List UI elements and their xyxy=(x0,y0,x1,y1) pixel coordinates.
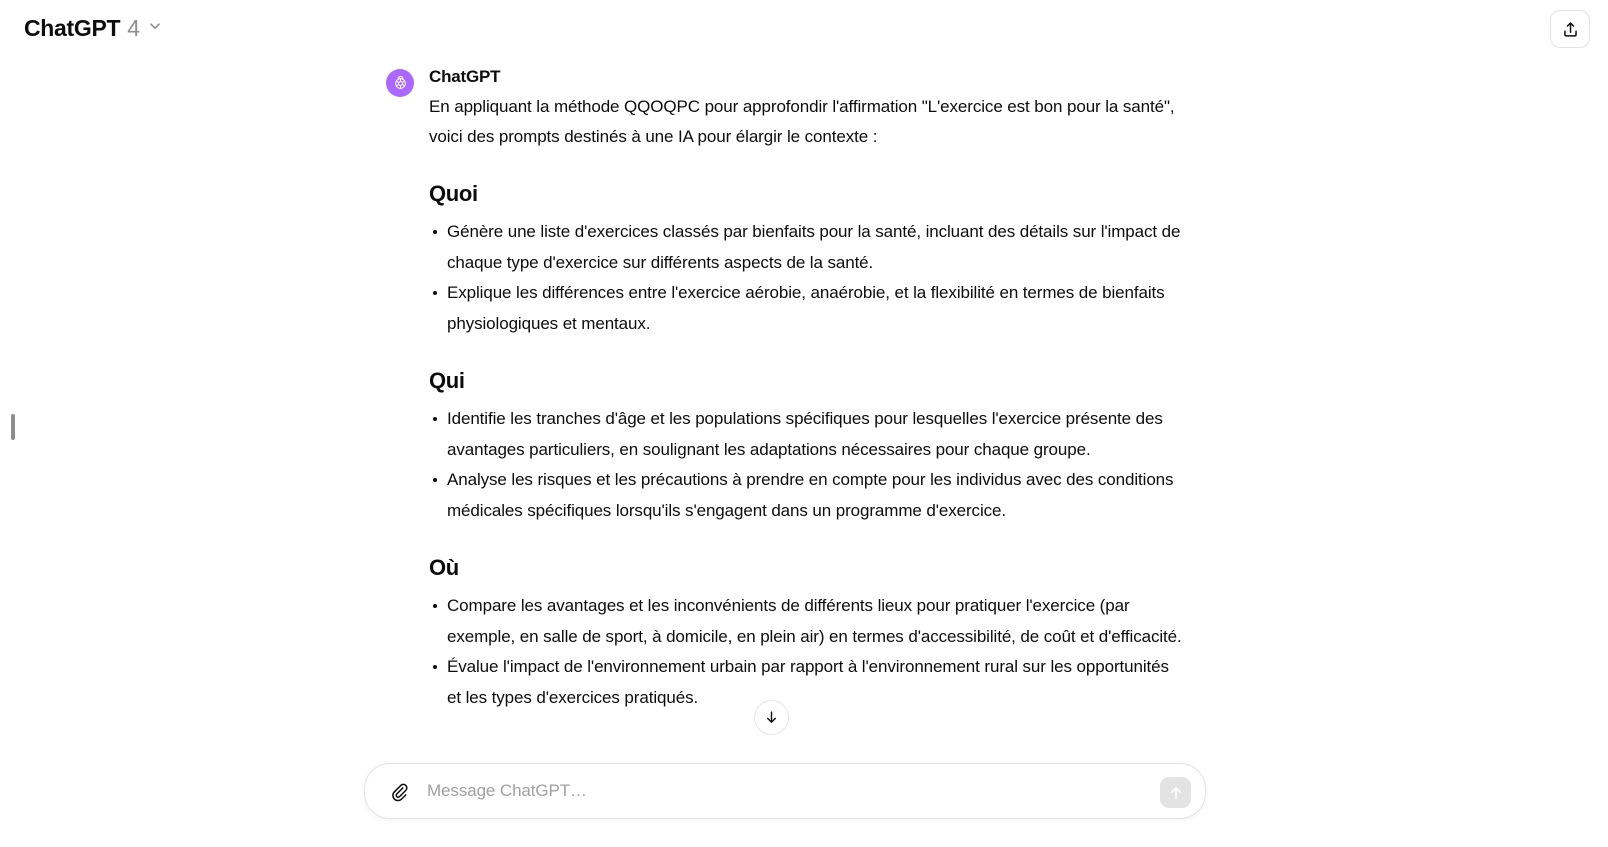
message-body xyxy=(429,65,1182,713)
arrow-down-icon xyxy=(763,709,780,726)
list-item: Explique les différences entre l'exercice aérobie, anaérobie, et la flexibilité en termes de bienfaits physiologiques et mentaux. xyxy=(429,278,1182,339)
list-item: Analyse les risques et les précautions à prendre en compte pour les individus avec des conditions médicales spécifiques lorsqu'ils s'engagent dans un programme d'exercice. xyxy=(429,465,1182,526)
section-title-qui: Qui xyxy=(429,368,465,393)
model-switcher-button[interactable] xyxy=(20,11,173,46)
list-item: Compare les avantages et les inconvénients de différents lieux pour pratiquer l'exercice (par exemple, en salle de sport, à domicile, en plein air) en termes d'accessibilité, de coût et d'efficacité. xyxy=(429,591,1182,652)
assistant-message xyxy=(386,57,1182,713)
conversation-thread[interactable] xyxy=(0,57,1608,757)
composer[interactable] xyxy=(364,763,1206,819)
section-title-quoi: Quoi xyxy=(429,181,478,206)
scroll-to-bottom-button[interactable] xyxy=(754,700,789,735)
send-button[interactable] xyxy=(1160,777,1191,808)
message-input[interactable] xyxy=(427,764,1127,818)
list-item: Identifie les tranches d'âge et les populations spécifiques pour lesquelles l'exercice présente des avantages particuliers, en soulignant les adaptations nécessaires pour chaque groupe. xyxy=(429,404,1182,465)
model-version-label: 4 xyxy=(127,15,140,41)
share-upload-icon xyxy=(1561,20,1580,39)
chevron-down-icon xyxy=(147,18,163,34)
attach-file-button[interactable] xyxy=(387,780,411,804)
composer-area xyxy=(364,763,1206,819)
paperclip-icon xyxy=(389,782,409,802)
list-item: Génère une liste d'exercices classés par bienfaits pour la santé, incluant des détails sur l'impact de chaque type d'exercice sur différents aspects de la santé. xyxy=(429,217,1182,278)
message-author: ChatGPT xyxy=(429,67,501,86)
section-list-quoi xyxy=(429,217,1182,339)
section-list-qui xyxy=(429,404,1182,526)
share-button[interactable] xyxy=(1550,10,1590,48)
avatar xyxy=(386,69,414,97)
message-intro-paragraph: En appliquant la méthode QQOQPC pour approfondir l'affirmation "L'exercice est bon pour la santé", voici des prompts destinés à une IA pour élargir le contexte : xyxy=(429,97,1175,146)
model-name-label: ChatGPT xyxy=(24,15,121,41)
section-list-ou xyxy=(429,591,1182,713)
arrow-up-icon xyxy=(1167,784,1185,802)
section-title-ou: Où xyxy=(429,555,459,580)
top-bar xyxy=(0,0,1608,57)
list-item: Évalue l'impact de l'environnement urbain par rapport à l'environnement rural sur les opportunités et les types d'exercices pratiqués. xyxy=(429,652,1182,713)
openai-logo-icon xyxy=(391,74,410,93)
